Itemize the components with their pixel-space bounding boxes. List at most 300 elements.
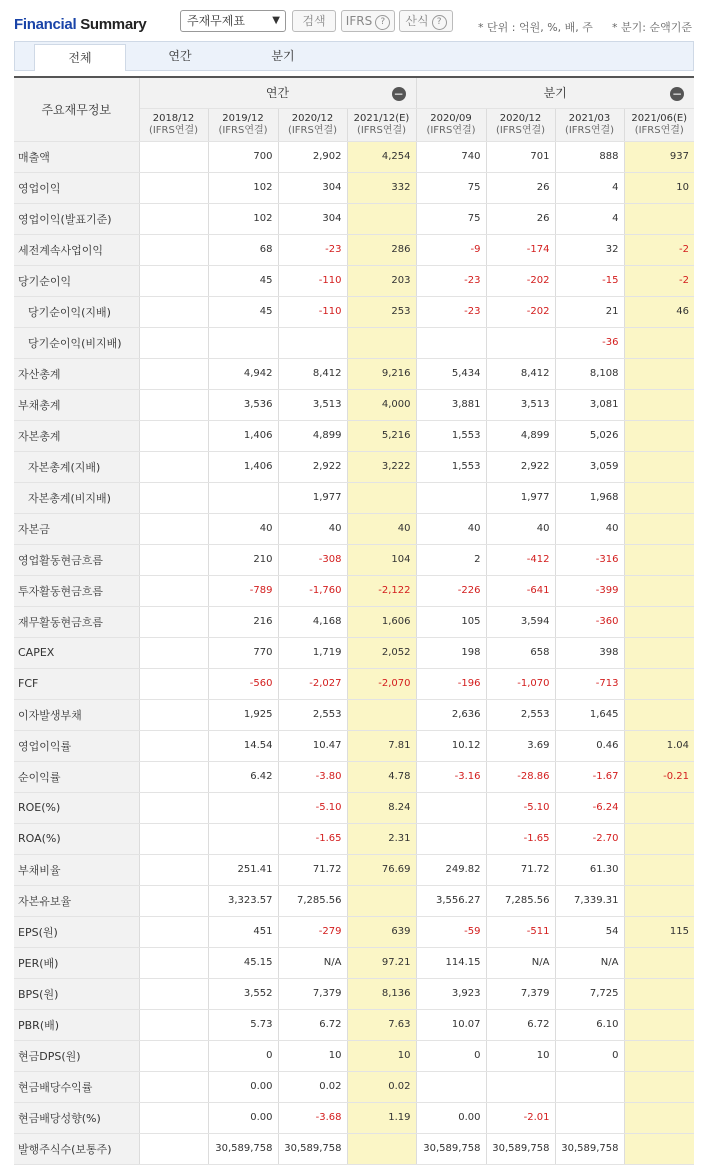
table-cell — [139, 1102, 208, 1133]
table-cell: 7.63 — [347, 1009, 416, 1040]
table-cell: 21 — [555, 296, 624, 327]
table-cell: -2 — [624, 265, 694, 296]
footer-note-fragment — [330, 1163, 702, 1171]
table-cell — [139, 575, 208, 606]
table-cell — [624, 544, 694, 575]
row-label: 영업이익(발표기준) — [14, 203, 139, 234]
column-period: 2021/12(E) — [353, 112, 410, 124]
table-cell: -3.68 — [278, 1102, 347, 1133]
table-cell: 30,589,758 — [486, 1133, 555, 1164]
table-cell — [139, 327, 208, 358]
table-row — [14, 265, 694, 296]
table-cell: 216 — [208, 606, 278, 637]
ifrs-label: IFRS — [345, 14, 373, 28]
table-cell — [347, 327, 416, 358]
table-cell: 3,594 — [486, 606, 555, 637]
table-cell: 0 — [555, 1040, 624, 1071]
table-cell: -23 — [416, 296, 486, 327]
statement-type-value: 주재무제표 — [187, 14, 245, 28]
table-cell: 3,881 — [416, 389, 486, 420]
table-row — [14, 854, 694, 885]
table-cell — [139, 544, 208, 575]
table-cell: 3.69 — [486, 730, 555, 761]
table-cell: 8.24 — [347, 792, 416, 823]
table-cell: -279 — [278, 916, 347, 947]
annual-group-header — [139, 77, 416, 108]
table-cell: 198 — [416, 637, 486, 668]
table-cell: 40 — [347, 513, 416, 544]
row-label: CAPEX — [14, 637, 139, 668]
table-cell: 6.72 — [278, 1009, 347, 1040]
column-basis: (IFRS연결) — [287, 124, 338, 136]
row-label: 현금배당수익률 — [14, 1071, 139, 1102]
row-label: 영업이익 — [14, 172, 139, 203]
table-row — [14, 1133, 694, 1164]
table-cell — [139, 265, 208, 296]
table-cell: 1,553 — [416, 420, 486, 451]
row-label: 자본총계 — [14, 420, 139, 451]
table-cell: 2 — [416, 544, 486, 575]
table-cell — [208, 327, 278, 358]
table-cell: 7,379 — [278, 978, 347, 1009]
table-cell: 937 — [624, 141, 694, 172]
table-cell: 1,719 — [278, 637, 347, 668]
chevron-down-icon: ▼ — [272, 15, 280, 26]
table-cell — [624, 947, 694, 978]
table-cell: 203 — [347, 265, 416, 296]
row-label: 세전계속사업이익 — [14, 234, 139, 265]
table-cell: 3,513 — [278, 389, 347, 420]
table-row — [14, 885, 694, 916]
table-cell: 0.02 — [278, 1071, 347, 1102]
table-cell: 0.00 — [416, 1102, 486, 1133]
table-cell — [624, 885, 694, 916]
formula-label: 산식 — [405, 14, 429, 28]
table-cell: -6.24 — [555, 792, 624, 823]
table-cell: 4,168 — [278, 606, 347, 637]
table-cell: 45 — [208, 265, 278, 296]
table-cell: 1,968 — [555, 482, 624, 513]
table-cell: 0 — [208, 1040, 278, 1071]
table-cell: 398 — [555, 637, 624, 668]
table-cell: -2.01 — [486, 1102, 555, 1133]
column-period: 2020/09 — [430, 112, 472, 124]
column-header — [208, 108, 278, 141]
table-row — [14, 296, 694, 327]
column-header — [555, 108, 624, 141]
row-label: 부채총계 — [14, 389, 139, 420]
table-cell: 3,923 — [416, 978, 486, 1009]
table-cell — [139, 1040, 208, 1071]
table-cell: 7.81 — [347, 730, 416, 761]
financial-summary-table — [14, 76, 694, 1165]
table-row — [14, 699, 694, 730]
table-cell — [624, 1040, 694, 1071]
table-cell: 71.72 — [278, 854, 347, 885]
table-cell — [624, 575, 694, 606]
table-cell: 251.41 — [208, 854, 278, 885]
tab-all[interactable]: 전체 — [34, 44, 126, 71]
table-cell: 658 — [486, 637, 555, 668]
table-cell: -174 — [486, 234, 555, 265]
table-cell: 102 — [208, 203, 278, 234]
table-cell: -196 — [416, 668, 486, 699]
table-cell: 304 — [278, 203, 347, 234]
table-cell: 10 — [624, 172, 694, 203]
table-cell: -1,760 — [278, 575, 347, 606]
row-label: 순이익률 — [14, 761, 139, 792]
ifrs-button[interactable] — [341, 10, 395, 32]
table-cell: -23 — [416, 265, 486, 296]
table-cell — [624, 420, 694, 451]
table-row — [14, 172, 694, 203]
table-cell: 40 — [486, 513, 555, 544]
table-cell: 45.15 — [208, 947, 278, 978]
table-cell: -2,070 — [347, 668, 416, 699]
table-cell: 114.15 — [416, 947, 486, 978]
column-basis: (IFRS연결) — [495, 124, 546, 136]
table-row — [14, 1040, 694, 1071]
table-cell: 115 — [624, 916, 694, 947]
row-label: 영업이익률 — [14, 730, 139, 761]
table-cell: 2,636 — [416, 699, 486, 730]
table-row — [14, 451, 694, 482]
table-cell: 7,285.56 — [486, 885, 555, 916]
table-cell — [139, 141, 208, 172]
table-row — [14, 234, 694, 265]
table-cell: 1.04 — [624, 730, 694, 761]
table-cell: -110 — [278, 265, 347, 296]
table-cell: 2,553 — [278, 699, 347, 730]
row-label: ROA(%) — [14, 823, 139, 854]
table-cell — [139, 885, 208, 916]
table-cell: 1,925 — [208, 699, 278, 730]
column-basis: (IFRS연결) — [564, 124, 615, 136]
table-cell: 6.72 — [486, 1009, 555, 1040]
table-row — [14, 420, 694, 451]
table-cell: 1,977 — [486, 482, 555, 513]
table-cell — [139, 699, 208, 730]
table-cell — [624, 1102, 694, 1133]
table-cell — [139, 637, 208, 668]
table-row — [14, 637, 694, 668]
table-cell: -36 — [555, 327, 624, 358]
quarter-group-header — [416, 77, 694, 108]
table-row — [14, 513, 694, 544]
row-label: 자본총계(지배) — [14, 451, 139, 482]
table-cell: 2,922 — [486, 451, 555, 482]
annual-group-label: 연간 — [265, 86, 290, 101]
table-cell: 40 — [208, 513, 278, 544]
table-cell: 76.69 — [347, 854, 416, 885]
row-label: 부채비율 — [14, 854, 139, 885]
search-button[interactable]: 검색 — [292, 10, 336, 32]
table-cell: 5,216 — [347, 420, 416, 451]
table-row — [14, 544, 694, 575]
row-label: 현금DPS(원) — [14, 1040, 139, 1071]
row-label: 이자발생부채 — [14, 699, 139, 730]
column-period: 2018/12 — [152, 112, 195, 124]
table-cell: 104 — [347, 544, 416, 575]
table-cell: 4,254 — [347, 141, 416, 172]
table-cell — [624, 1071, 694, 1102]
column-basis: (IFRS연결) — [426, 124, 476, 136]
table-cell — [347, 482, 416, 513]
table-cell — [139, 978, 208, 1009]
table-cell: 14.54 — [208, 730, 278, 761]
table-cell — [139, 482, 208, 513]
table-cell: 97.21 — [347, 947, 416, 978]
table-cell: 9,216 — [347, 358, 416, 389]
table-cell: 4,899 — [486, 420, 555, 451]
table-cell: 54 — [555, 916, 624, 947]
table-cell: 700 — [208, 141, 278, 172]
table-cell: 8,136 — [347, 978, 416, 1009]
table-cell: -3.80 — [278, 761, 347, 792]
row-label: 매출액 — [14, 141, 139, 172]
table-cell: 3,323.57 — [208, 885, 278, 916]
table-cell: N/A — [278, 947, 347, 978]
table-cell — [139, 296, 208, 327]
table-row — [14, 1071, 694, 1102]
table-row — [14, 668, 694, 699]
table-cell: -1.67 — [555, 761, 624, 792]
toolbar — [0, 0, 702, 40]
table-cell: 1,606 — [347, 606, 416, 637]
row-label: 당기순이익(비지배) — [14, 327, 139, 358]
table-cell — [624, 637, 694, 668]
table-cell — [624, 606, 694, 637]
table-row — [14, 1102, 694, 1133]
column-basis: (IFRS연결) — [356, 124, 407, 136]
table-cell — [624, 823, 694, 854]
table-cell — [208, 792, 278, 823]
table-cell: 740 — [416, 141, 486, 172]
table-cell: 26 — [486, 172, 555, 203]
table-cell: N/A — [555, 947, 624, 978]
table-cell: 5.73 — [208, 1009, 278, 1040]
table-row — [14, 978, 694, 1009]
table-cell: 75 — [416, 172, 486, 203]
table-cell — [139, 606, 208, 637]
table-cell — [624, 358, 694, 389]
table-cell: 30,589,758 — [555, 1133, 624, 1164]
table-cell — [139, 1071, 208, 1102]
table-cell — [139, 1133, 208, 1164]
table-row — [14, 823, 694, 854]
period-tabs — [14, 41, 694, 71]
row-label: 자본금 — [14, 513, 139, 544]
formula-button[interactable] — [399, 10, 453, 32]
table-cell — [139, 854, 208, 885]
table-cell: 3,059 — [555, 451, 624, 482]
table-cell: -5.10 — [278, 792, 347, 823]
table-cell: -2.70 — [555, 823, 624, 854]
table-cell: 7,285.56 — [278, 885, 347, 916]
table-cell — [416, 482, 486, 513]
table-cell: 61.30 — [555, 854, 624, 885]
title-summary: Summary — [80, 16, 147, 33]
table-cell: 30,589,758 — [416, 1133, 486, 1164]
table-cell: 10 — [486, 1040, 555, 1071]
column-header — [486, 108, 555, 141]
table-cell: N/A — [486, 947, 555, 978]
table-cell — [139, 792, 208, 823]
table-cell — [624, 203, 694, 234]
table-cell: 1,977 — [278, 482, 347, 513]
table-cell: 7,725 — [555, 978, 624, 1009]
table-cell: 0 — [416, 1040, 486, 1071]
table-cell: 0.46 — [555, 730, 624, 761]
table-cell: 4,942 — [208, 358, 278, 389]
help-icon: ? — [375, 15, 390, 30]
table-cell — [139, 420, 208, 451]
table-row — [14, 327, 694, 358]
row-label: 발행주식수(보통주) — [14, 1133, 139, 1164]
table-cell: -202 — [486, 296, 555, 327]
quarter-group-label: 분기 — [543, 86, 567, 101]
table-row — [14, 389, 694, 420]
table-cell: -23 — [278, 234, 347, 265]
column-period: 2020/12 — [499, 112, 542, 124]
title-financial: Financial — [14, 16, 77, 33]
row-label: 자본총계(비지배) — [14, 482, 139, 513]
table-cell: -3.16 — [416, 761, 486, 792]
table-cell: 4 — [555, 172, 624, 203]
table-cell — [624, 792, 694, 823]
page-title — [14, 16, 146, 33]
table-cell: 3,222 — [347, 451, 416, 482]
table-cell: 249.82 — [416, 854, 486, 885]
column-basis: (IFRS연결) — [218, 124, 268, 136]
table-cell: -412 — [486, 544, 555, 575]
row-label: 영업활동현금흐름 — [14, 544, 139, 575]
row-label: 재무활동현금흐름 — [14, 606, 139, 637]
table-row — [14, 606, 694, 637]
row-label: 투자활동현금흐름 — [14, 575, 139, 606]
table-cell: -202 — [486, 265, 555, 296]
table-cell: -9 — [416, 234, 486, 265]
table-cell — [555, 1071, 624, 1102]
table-cell: 7,339.31 — [555, 885, 624, 916]
row-label: 현금배당성향(%) — [14, 1102, 139, 1133]
row-label: 자산총계 — [14, 358, 139, 389]
table-cell: -316 — [555, 544, 624, 575]
table-cell — [347, 1133, 416, 1164]
tab-annual[interactable]: 연간 — [168, 49, 192, 63]
table-cell: 7,379 — [486, 978, 555, 1009]
table-cell: 10.07 — [416, 1009, 486, 1040]
table-row — [14, 730, 694, 761]
tab-quarter[interactable]: 분기 — [271, 49, 295, 63]
table-cell: 451 — [208, 916, 278, 947]
table-cell — [139, 823, 208, 854]
collapse-quarter-icon[interactable]: − — [671, 87, 683, 101]
table-cell: -1.65 — [486, 823, 555, 854]
table-cell: 210 — [208, 544, 278, 575]
table-cell: 102 — [208, 172, 278, 203]
table-row — [14, 916, 694, 947]
row-label: PER(배) — [14, 947, 139, 978]
table-cell: 286 — [347, 234, 416, 265]
row-label: 자본유보율 — [14, 885, 139, 916]
table-row — [14, 792, 694, 823]
table-cell — [208, 482, 278, 513]
table-cell — [278, 327, 347, 358]
table-cell — [347, 885, 416, 916]
table-row — [14, 1009, 694, 1040]
table-cell: -59 — [416, 916, 486, 947]
table-cell: 888 — [555, 141, 624, 172]
table-cell — [139, 730, 208, 761]
table-cell: 2,553 — [486, 699, 555, 730]
column-basis: (IFRS연결) — [148, 124, 199, 136]
table-cell: 45 — [208, 296, 278, 327]
column-period: 2020/12 — [291, 112, 334, 124]
table-cell: 1,406 — [208, 420, 278, 451]
table-cell: 32 — [555, 234, 624, 265]
row-label: 당기순이익 — [14, 265, 139, 296]
table-cell — [416, 327, 486, 358]
table-cell: -308 — [278, 544, 347, 575]
table-cell: 6.10 — [555, 1009, 624, 1040]
row-label: BPS(원) — [14, 978, 139, 1009]
table-cell: 2,902 — [278, 141, 347, 172]
table-cell: 46 — [624, 296, 694, 327]
table-cell: 0.00 — [208, 1071, 278, 1102]
table-cell: 8,412 — [278, 358, 347, 389]
table-cell: 1,645 — [555, 699, 624, 730]
table-cell: 6.42 — [208, 761, 278, 792]
table-cell — [486, 1071, 555, 1102]
table-cell — [624, 451, 694, 482]
table-cell — [624, 668, 694, 699]
table-cell: 71.72 — [486, 854, 555, 885]
table-cell — [139, 1009, 208, 1040]
table-cell: -713 — [555, 668, 624, 699]
table-cell: 5,026 — [555, 420, 624, 451]
collapse-annual-icon[interactable]: − — [393, 87, 404, 101]
table-cell: -511 — [486, 916, 555, 947]
statement-type-select[interactable] — [180, 10, 286, 32]
table-cell: -641 — [486, 575, 555, 606]
table-cell: 4.78 — [347, 761, 416, 792]
column-period: 2019/12 — [222, 112, 264, 124]
table-cell: 10 — [278, 1040, 347, 1071]
table-cell: 4 — [555, 203, 624, 234]
table-cell: -110 — [278, 296, 347, 327]
table-cell: -28.86 — [486, 761, 555, 792]
table-cell — [139, 172, 208, 203]
column-header — [347, 108, 416, 141]
table-cell: -560 — [208, 668, 278, 699]
column-header — [624, 108, 694, 141]
unit-note: * 단위 : 억원, %, 배, 주 — [478, 21, 593, 34]
table-cell — [139, 203, 208, 234]
table-row — [14, 482, 694, 513]
column-basis: (IFRS연결) — [634, 124, 684, 136]
table-cell — [624, 978, 694, 1009]
table-cell: 3,536 — [208, 389, 278, 420]
table-cell — [139, 513, 208, 544]
table-cell — [624, 1009, 694, 1040]
table-cell: -789 — [208, 575, 278, 606]
table-cell: -1.65 — [278, 823, 347, 854]
table-cell — [208, 823, 278, 854]
table-row — [14, 141, 694, 172]
table-cell: 701 — [486, 141, 555, 172]
table-cell — [347, 699, 416, 730]
